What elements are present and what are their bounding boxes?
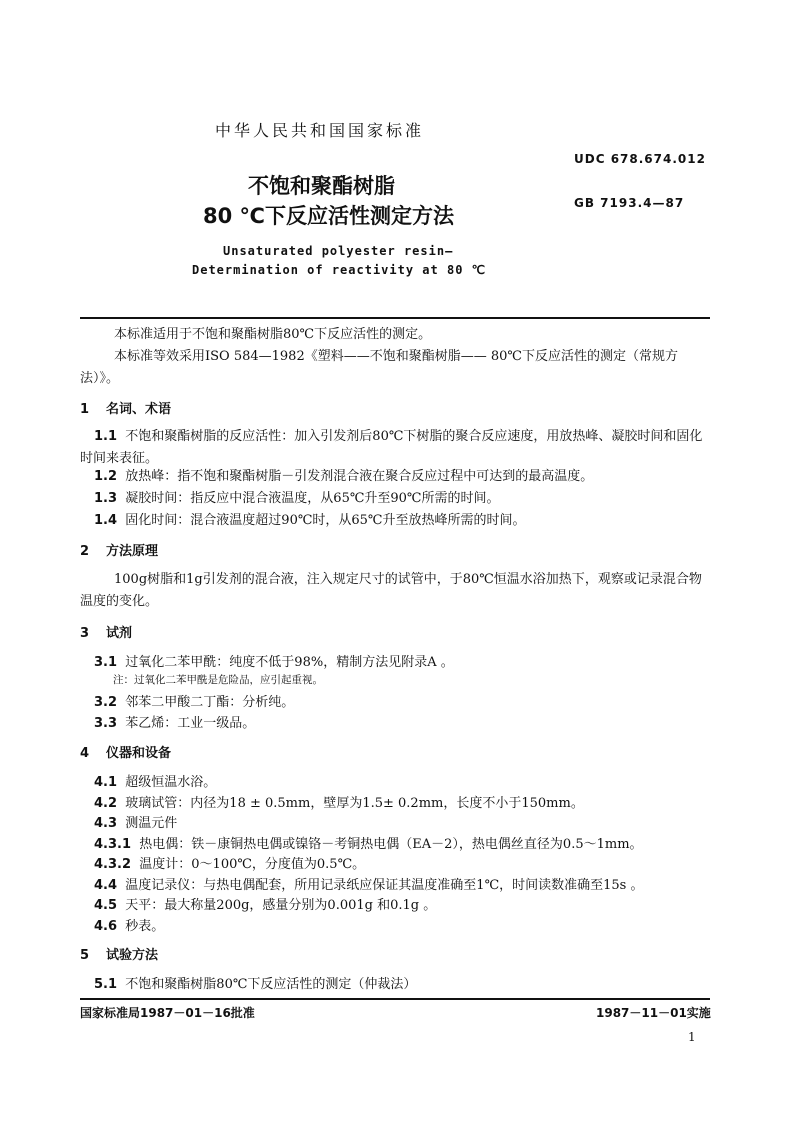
section-1-heading — [80, 398, 171, 417]
section-number: 2 — [80, 544, 90, 559]
udc-code: UDC 678.674.012 — [574, 152, 706, 166]
clause-number: 4.1 — [94, 775, 118, 790]
header-divider — [80, 317, 710, 319]
clause-4-3 — [94, 812, 177, 831]
issuing-organization: 中华人民共和国国家标准 — [215, 121, 425, 140]
title-en-line1: Unsaturated polyester resin— — [223, 244, 454, 258]
clause-number: 5.1 — [94, 977, 118, 992]
section-3-heading — [80, 622, 132, 641]
clause-text: 苯乙烯：工业一级品。 — [125, 716, 256, 731]
section-number: 5 — [80, 948, 90, 963]
footer-divider — [80, 998, 710, 1000]
section-title: 试剂 — [106, 626, 133, 641]
clause-number: 4.2 — [94, 796, 118, 811]
clause-text: 测温元件 — [125, 816, 178, 831]
clause-text: 邻苯二甲酸二丁酯：分析纯。 — [125, 695, 295, 710]
clause-number: 1.1 — [94, 429, 118, 444]
clause-number: 3.3 — [94, 716, 118, 731]
clause-4-6 — [94, 915, 164, 934]
clause-4-1 — [94, 771, 216, 790]
clause-number: 3.1 — [94, 655, 118, 670]
clause-4-2 — [94, 792, 584, 811]
intro-paragraph-1: 本标准适用于不饱和聚酯树脂80℃下反应活性的测定。 — [114, 327, 432, 342]
page-number: 1 — [688, 1030, 696, 1044]
gb-number: GB 7193.4—87 — [574, 196, 685, 210]
clause-text: 放热峰：指不饱和聚酯树脂－引发剂混合液在聚合反应过程中可达到的最高温度。 — [125, 469, 594, 484]
section-title: 名词、术语 — [106, 402, 172, 417]
clause-4-5 — [94, 894, 436, 913]
clause-number: 4.6 — [94, 919, 118, 934]
clause-number: 4.4 — [94, 878, 118, 893]
clause-3-1 — [94, 651, 454, 670]
clause-text: 过氧化二苯甲酰：纯度不低于98%，精制方法见附录A 。 — [125, 655, 454, 670]
clause-1-2 — [94, 465, 593, 484]
clause-text: 不饱和聚酯树脂80℃下反应活性的测定（仲裁法） — [125, 977, 417, 992]
clause-text: 凝胶时间：指反应中混合液温度，从65℃升至90℃所需的时间。 — [125, 491, 500, 506]
clause-number: 1.2 — [94, 469, 118, 484]
section-title: 仪器和设备 — [106, 746, 172, 761]
clause-3-2 — [94, 691, 294, 710]
clause-1-3 — [94, 487, 499, 506]
clause-number: 1.4 — [94, 513, 118, 528]
section-title: 试验方法 — [106, 948, 159, 963]
title-en-line2: Determination of reactivity at 80 ℃ — [192, 263, 487, 277]
clause-text: 热电偶：铁－康铜热电偶或镍铬－考铜热电偶（EA－2），热电偶丝直径为0.5～1mm。 — [139, 837, 643, 852]
section-4-heading — [80, 742, 171, 761]
clause-3-1-note: 注：过氧化二苯甲酰是危险品，应引起重视。 — [113, 674, 323, 686]
section-title: 方法原理 — [106, 544, 159, 559]
clause-text: 秒表。 — [125, 919, 165, 934]
clause-4-4 — [94, 874, 643, 893]
clause-text: 固化时间：混合液温度超过90℃时，从65℃升至放热峰所需的时间。 — [125, 513, 526, 528]
clause-5-1 — [94, 973, 416, 992]
section-number: 4 — [80, 746, 90, 761]
clause-number: 4.5 — [94, 898, 118, 913]
intro-paragraph-2: 本标准等效采用ISO 584—1982《塑料——不饱和聚酯树脂—— 80℃下反应活性的测定（常规方法）》。 — [80, 349, 678, 386]
section-5-heading — [80, 944, 158, 963]
title-cn-line1: 不饱和聚酯树脂 — [248, 174, 395, 198]
clause-number: 4.3.1 — [94, 837, 132, 852]
clause-text: 不饱和聚酯树脂的反应活性：加入引发剂后80℃下树脂的聚合反应速度，用放热峰、凝胶时间和固化时间来表征。 — [80, 429, 703, 466]
clause-number: 3.2 — [94, 695, 118, 710]
clause-3-3 — [94, 712, 255, 731]
clause-text: 温度记录仪：与热电偶配套，所用记录纸应保证其温度准确至1℃，时间读数准确至15s 。 — [125, 878, 644, 893]
clause-1-4 — [94, 509, 525, 528]
section-2-paragraph: 100g树脂和1g引发剂的混合液，注入规定尺寸的试管中，于80℃恒温水浴加热下，观察或记录混合物温度的变化。 — [80, 572, 702, 609]
clause-number: 4.3.2 — [94, 857, 132, 872]
clause-text: 天平：最大称量200g，感量分别为0.001g 和0.1g 。 — [125, 898, 437, 913]
clause-4-3-2 — [94, 853, 365, 872]
clause-4-3-1 — [94, 833, 643, 852]
effective-date: 1987－11－01实施 — [596, 1006, 711, 1020]
clause-text: 温度计：0～100℃，分度值为0.5℃。 — [139, 857, 366, 872]
section-2-heading — [80, 540, 158, 559]
section-number: 3 — [80, 626, 90, 641]
clause-number: 4.3 — [94, 816, 118, 831]
clause-1-1 — [80, 426, 712, 470]
clause-text: 玻璃试管：内径为18 ± 0.5mm，壁厚为1.5± 0.2mm，长度不小于150mm。 — [125, 796, 584, 811]
approval-date: 国家标准局1987－01－16批准 — [80, 1006, 255, 1020]
title-cn-line2: 80 ℃下反应活性测定方法 — [203, 204, 454, 228]
section-number: 1 — [80, 402, 90, 417]
clause-number: 1.3 — [94, 491, 118, 506]
clause-text: 超级恒温水浴。 — [125, 775, 217, 790]
